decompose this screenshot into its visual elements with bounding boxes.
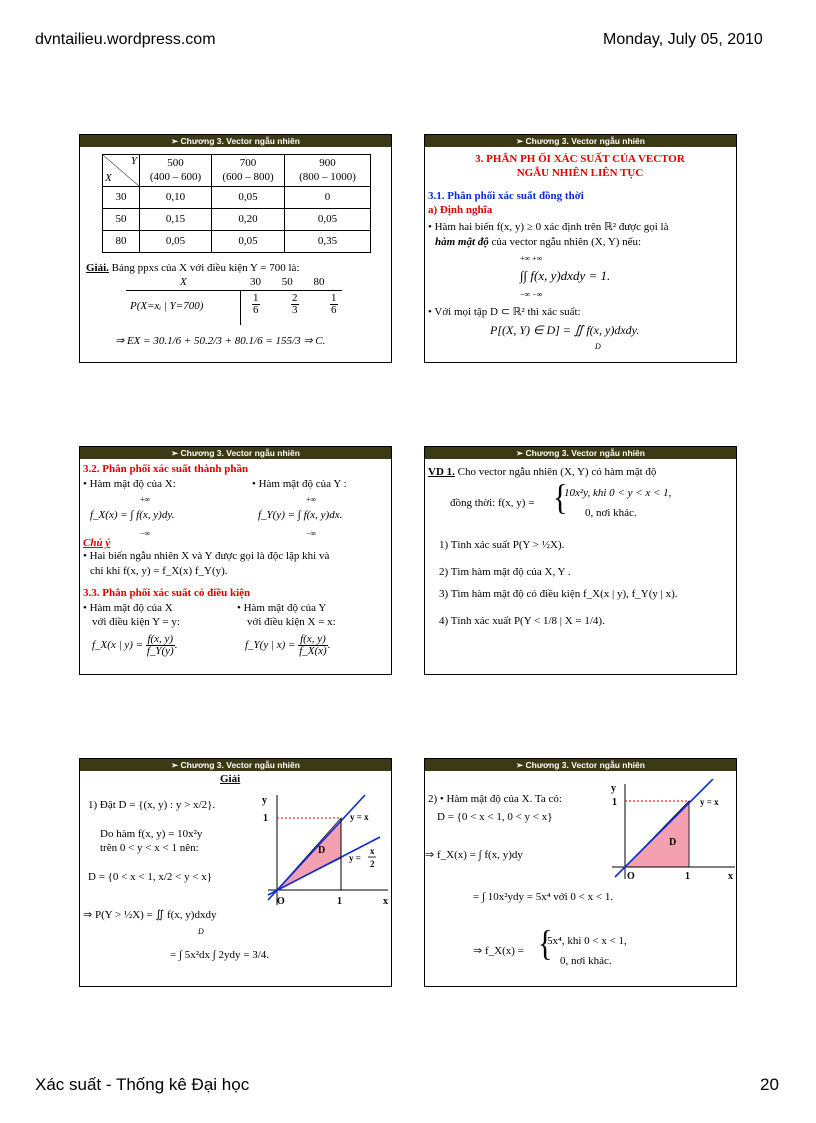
cond-y-label: • Hàm mật độ của Y: [237, 602, 327, 614]
prob-integral: P[(X, Y) ∈ D] = ∬ f(x, y)dxdy.: [490, 323, 640, 337]
x-values: 30 50 80: [250, 276, 325, 288]
y-tick-1: 1: [263, 813, 268, 824]
table-row: 80 0,05 0,05 0,35: [103, 231, 371, 253]
definition-label: a) Định nghĩa: [428, 204, 493, 216]
line-y-eq-x: [268, 795, 365, 900]
slide-3: ➢ Chương 3. Vector ngẫu nhiên 3.2. Phân phối xác suất thành phần • Hàm mật độ của X: • Hàm mật độ của Y : +∞ f_X(x) = ∫ f(x, y)dy. −∞ +∞ f_Y(y) = ∫ f(x, y)dx. −∞ Chú ý • Hai biến ngẫu nhiên X và Y được gọi là độc lập khi và chỉ khi f(x, y) = f_X(x) f_Y(y). 3.3. Phân phối xác suất có điều kiện • Hàm mật độ của X với điều kiện Y = y: • Hàm mật độ của Y với điều kiện X = x: f_X(x | y) = $\frac{f(x, y)}{f\_Y(y)}$ . f_Y(y | x) = $\frac{f(x, y)}{f\_X(x)}$ .: [79, 446, 392, 675]
section-title-2: NGẪU NHIÊN LIÊN TỤC: [516, 167, 644, 179]
cond-probs: $\frac{1}{6}$ $\frac{2}{3}$ $\frac{1}{6}$: [253, 292, 337, 316]
footer-title: Xác suất - Thống kê Đại học: [35, 1075, 250, 1094]
origin-label: O: [627, 871, 635, 882]
slide-header: ➢ Chương 3. Vector ngẫu nhiên: [80, 759, 391, 771]
note-line-1: • Hai biến ngẫu nhiên X và Y được gọi là độc lập khi và: [83, 550, 330, 562]
density-note: Do hàm f(x, y) = 10x²y: [100, 828, 203, 840]
section-33: 3.3. Phân phối xác suất có điều kiện: [83, 587, 251, 599]
slide-header: ➢ Chương 3. Vector ngẫu nhiên: [80, 135, 391, 147]
col-header: 500 (400 – 600): [140, 155, 212, 187]
cond-x-given: với điều kiện Y = y:: [92, 616, 180, 628]
solution-title: Giải: [220, 773, 241, 785]
slide-header: ➢ Chương 3. Vector ngẫu nhiên: [80, 447, 391, 459]
define-D: 1) Đặt D = {(x, y) : y > x/2}.: [88, 799, 216, 811]
x-tick-1: 1: [685, 871, 690, 882]
expectation: ⇒ EX = 30.1/6 + 50.2/3 + 80.1/6 = 155/3 ⇒ C.: [115, 335, 326, 347]
table-corner: Y X: [103, 155, 140, 187]
solution-line: Giải. Bảng ppxs của X với điều kiện Y = 700 là:: [86, 262, 300, 274]
prob-label: P(X=xᵢ | Y=700): [130, 300, 204, 312]
marginal-y-label: • Hàm mật độ của Y :: [252, 478, 347, 490]
question-4: 4) Tính xác xuất P(Y < 1/8 | X = 1/4).: [439, 615, 605, 627]
density-case-2: 0, nơi khác.: [585, 507, 637, 519]
line-label-num: x: [370, 846, 375, 856]
x-axis-label: x: [728, 871, 733, 882]
density-case-1: 10x²y, khi 0 < y < x < 1,: [564, 487, 672, 499]
slide-header: ➢ Chương 3. Vector ngẫu nhiên: [425, 135, 736, 147]
y-axis-label: y: [262, 795, 267, 806]
prob-line: • Với mọi tập D ⊂ ℝ² thì xác suất:: [428, 306, 581, 318]
region-graph: [607, 779, 737, 884]
cond-y-given: với điều kiện X = x:: [247, 616, 336, 628]
D-set: D = {0 < x < 1, x/2 < y < x}: [88, 871, 213, 883]
line-label-yx: y = x: [350, 812, 369, 822]
slide-5: ➢ Chương 3. Vector ngẫu nhiên Giải 1) Đặt D = {(x, y) : y > x/2}. Do hàm f(x, y) = 10x²y trên 0 < y < x < 1 nên: D = {0 < x < 1, x/2 < y < x} ⇒ P(Y > ½X) = ∬ f(x, y)dxdy D = ∫ 5x²dx ∫ 2ydy = 3/4. y x O 1 1 D y = x y = x 2: [79, 758, 392, 987]
question-1: 1) Tính xác suất P(Y > ½X).: [439, 539, 565, 551]
section-title: 3. PHÂN PH ỐI XÁC SUẤT CỦA VECTOR: [475, 153, 685, 165]
fx-evaluated: = ∫ 10x²ydy = 5x⁴ với 0 < x < 1.: [473, 891, 614, 903]
col-header: 900 (800 – 1000): [285, 155, 371, 187]
region-label: D: [318, 845, 326, 856]
cond-y-formula: f_Y(y | x) = $\frac{f(x, y)}{f\_X(x)}$ .: [245, 633, 331, 657]
integral-norm: ∫∫ f(x, y)dxdy = 1.: [520, 268, 611, 283]
fx-integral: ⇒ f_X(x) = ∫ f(x, y)dy: [425, 849, 523, 861]
x-tick-1: 1: [337, 896, 342, 907]
prob-integral: ⇒ P(Y > ½X) = ∬ f(x, y)dxdy: [83, 909, 217, 921]
density-label: đồng thời: f(x, y) =: [450, 497, 535, 509]
joint-prob-table: [102, 154, 371, 253]
site-url: dvntailieu.wordpress.com: [35, 31, 216, 48]
fx-case-2: 0, nơi khác.: [560, 955, 612, 967]
result: = ∫ 5x²dx ∫ 2ydy = 3/4.: [170, 949, 270, 961]
note-label: Chú ý: [83, 537, 111, 549]
page-number: 20: [760, 1075, 779, 1094]
fx-result-label: ⇒ f_X(x) =: [473, 945, 524, 957]
slide-1: [79, 134, 392, 363]
subsection-title: 3.1. Phân phối xác suất đồng thời: [428, 190, 584, 202]
line-label-den: 2: [370, 859, 375, 869]
region-graph: [260, 785, 390, 915]
y-tick-1: 1: [612, 797, 617, 808]
cond-x-formula: f_X(x | y) = $\frac{f(x, y)}{f\_Y(y)}$ .: [92, 633, 178, 657]
table-row: 50 0,15 0,20 0,05: [103, 209, 371, 231]
origin-label: O: [277, 896, 285, 907]
def-line-2: hàm mật độ của vector ngẫu nhiên (X, Y) nếu:: [435, 236, 642, 248]
header-date: Monday, July 05, 2010: [603, 31, 763, 48]
domain-note: trên 0 < y < x < 1 nên:: [100, 842, 199, 854]
x-header: X: [180, 276, 187, 288]
question-3: 3) Tìm hàm mật độ có điều kiện f_X(x | y), f_Y(y | x).: [439, 588, 678, 600]
def-line-1: • Hàm hai biến f(x, y) ≥ 0 xác định trên ℝ² được gọi là: [428, 221, 669, 233]
y-axis-label: y: [611, 783, 616, 794]
line-label-yx: y = x: [700, 797, 719, 807]
slide-header: ➢ Chương 3. Vector ngẫu nhiên: [425, 759, 736, 771]
marginal-x-intro: 2) • Hàm mật độ của X. Ta có:: [428, 793, 562, 805]
cond-x-label: • Hàm mật độ của X: [83, 602, 173, 614]
section-32: 3.2. Phân phối xác suất thành phần: [83, 463, 249, 475]
slide-header: ➢ Chương 3. Vector ngẫu nhiên: [425, 447, 736, 459]
x-axis-label: x: [383, 896, 388, 907]
question-2: 2) Tìm hàm mật độ của X, Y .: [439, 566, 571, 578]
example-intro: VD 1. Cho vector ngẫu nhiên (X, Y) có hàm mật độ: [428, 466, 657, 478]
line-label-yx2: y =: [349, 853, 361, 863]
marginal-x-label: • Hàm mật độ của X:: [83, 478, 176, 490]
fx-case-1: 5x⁴, khi 0 < x < 1,: [547, 935, 627, 947]
col-header: 700 (600 – 800): [212, 155, 285, 187]
slide-6: ➢ Chương 3. Vector ngẫu nhiên 2) • Hàm mật độ của X. Ta có: D = {0 < x < 1, 0 < y < x} ⇒ f_X(x) = ∫ f(x, y)dy = ∫ 10x²ydy = 5x⁴ với 0 < x < 1. ⇒ f_X(x) = { 5x⁴, khi 0 < x < 1, 0, nơi khác. y x O 1 1 D y = x: [424, 758, 737, 987]
table-row: 30 0,10 0,05 0: [103, 187, 371, 209]
marginal-y-formula: f_Y(y) = ∫ f(x, y)dx.: [258, 509, 343, 521]
marginal-x-formula: f_X(x) = ∫ f(x, y)dy.: [90, 509, 175, 521]
slide-4: ➢ Chương 3. Vector ngẫu nhiên VD 1. Cho vector ngẫu nhiên (X, Y) có hàm mật độ đồng thời: f(x, y) = { 10x²y, khi 0 < y < x < 1, 0, nơi khác. 1) Tính xác suất P(Y > ½X). 2) Tìm hàm mật độ của X, Y . 3) Tìm hàm mật độ có điều kiện f_X(x | y), f_Y(y | x). 4) Tính xác xuất P(Y < 1/8 | X = 1/4).: [424, 446, 737, 675]
note-line-2: chỉ khi f(x, y) = f_X(x) f_Y(y).: [90, 565, 228, 577]
slide-2: ➢ Chương 3. Vector ngẫu nhiên 3. PHÂN PH ỐI XÁC SUẤT CỦA VECTOR NGẪU NHIÊN LIÊN TỤC 3.1. Phân phối xác suất đồng thời a) Định nghĩa • Hàm hai biến f(x, y) ≥ 0 xác định trên ℝ² được gọi là hàm mật độ của vector ngẫu nhiên (X, Y) nếu: +∞ +∞ ∫∫ f(x, y)dxdy = 1. −∞ −∞ • Với mọi tập D ⊂ ℝ² thì xác suất: P[(X, Y) ∈ D] = ∬ f(x, y)dxdy. D: [424, 134, 737, 363]
region-label: D: [669, 837, 677, 848]
D-set: D = {0 < x < 1, 0 < y < x}: [437, 811, 553, 823]
